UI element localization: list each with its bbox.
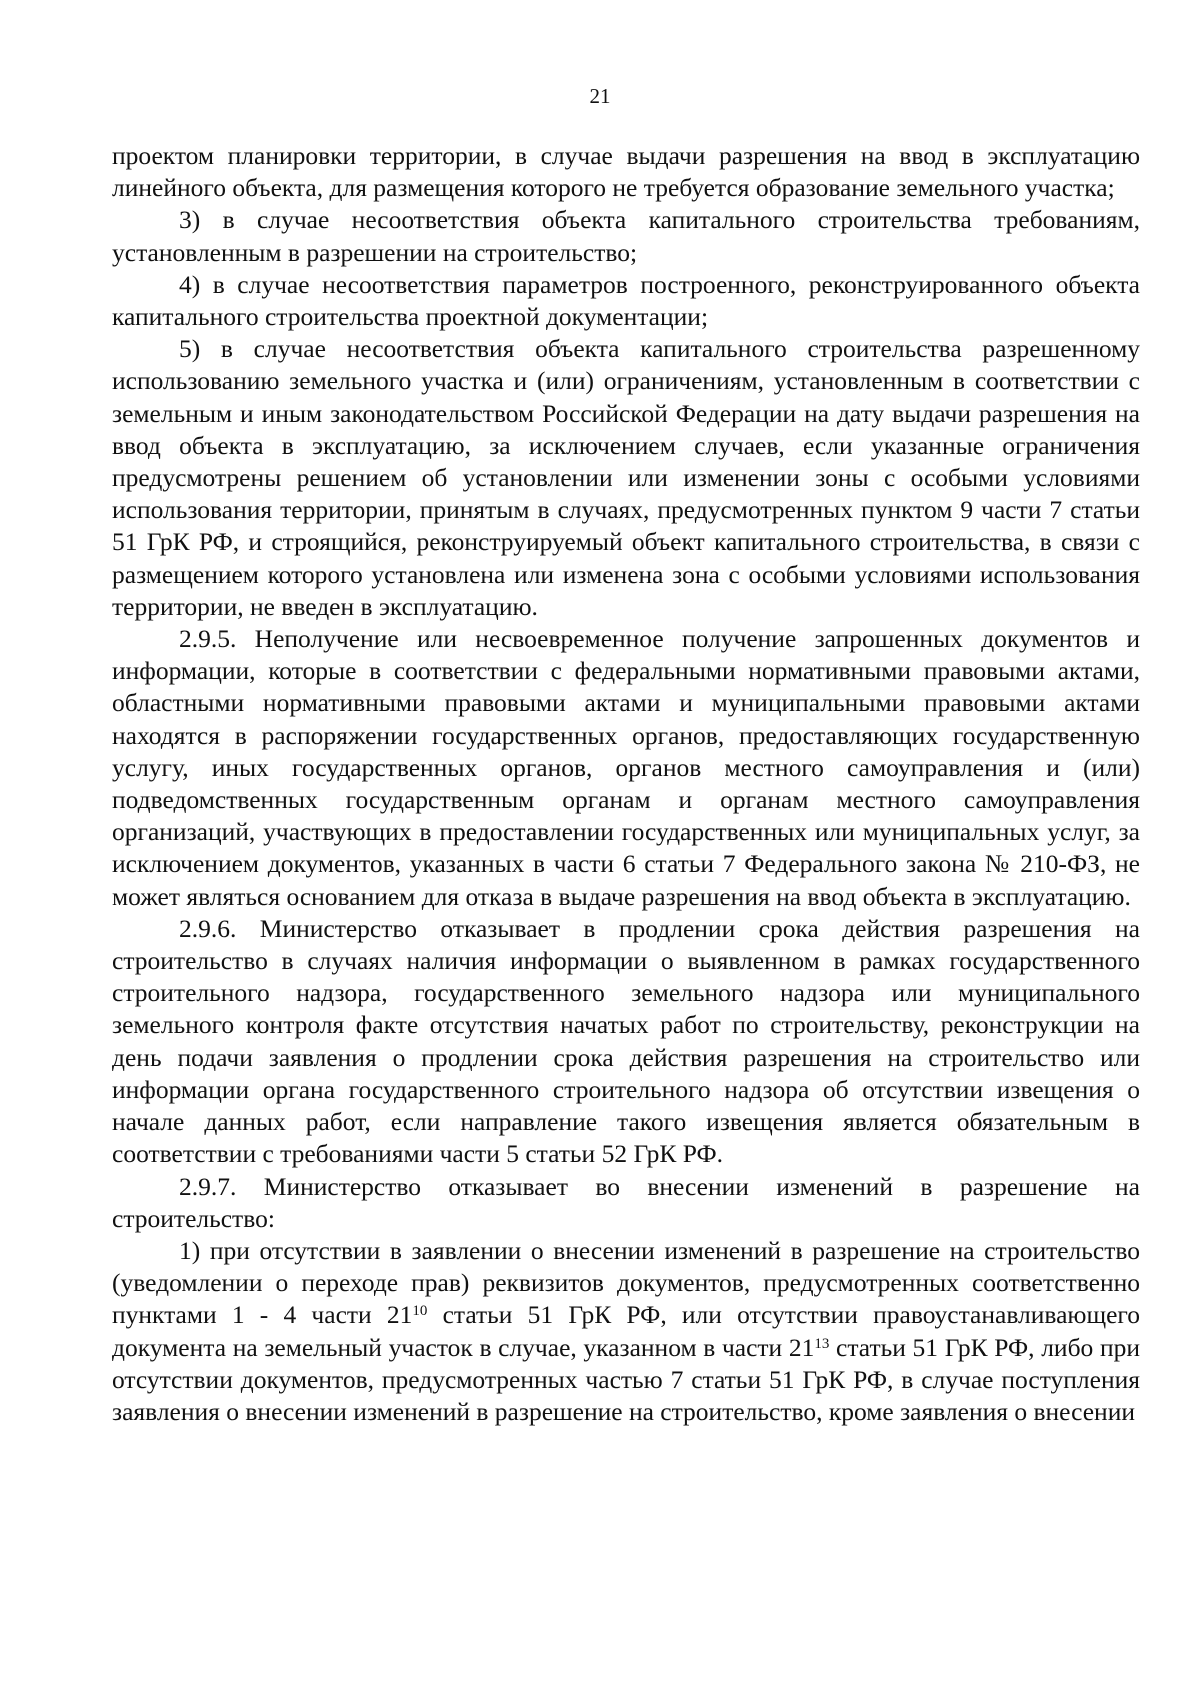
document-body <box>112 140 1140 1428</box>
text-run: 3) в случае несоответствия объекта капитального строительства требованиям, установленным в разрешении на строительство; <box>112 205 1140 267</box>
text-run: статьи 51 ГрК РФ, либо при отсутствии документов, предусмотренных частью 7 статьи 51 ГрК РФ, в случае поступления заявления о внесении изменений в разрешение на строительство, кроме заявления о внесении <box>112 1332 1141 1426</box>
text-run: проектом планировки территории, в случае выдачи разрешения на ввод в эксплуатацию линейного объекта, для размещения которого не требуется образование земельного участка; <box>112 141 1140 203</box>
page-number: 21 <box>589 84 611 108</box>
paragraph <box>112 913 1140 1171</box>
paragraph <box>112 1171 1140 1235</box>
text-run: статьи 51 ГрК РФ, или отсутствии правоустанавливающего документа на земельный участок в случае, указанном в части 21 <box>112 1300 1140 1362</box>
text-run: 5) в случае несоответствия объекта капитального строительства разрешенному использованию земельного участка и (или) ограничениям, установленным в соответствии с земельным и иным законодательством Российской Федерации на дату выдачи разрешения на ввод объекта в эксплуатацию, за исключением случаев, если указанные ограничения предусмотрены решением об установлении или изменении зоны с особыми условиями использования территории, принятым в случаях, предусмотренных пунктом 9 части 7 статьи 51 ГрК РФ, и строящийся, реконструируемый объект капитального строительства, в связи с размещением которого установлена или изменена зона с особыми условиями использования территории, не введен в эксплуатацию. <box>112 334 1140 621</box>
text-run: 2.9.5. Неполучение или несвоевременное получение запрошенных документов и информации, которые в соответствии с федеральными нормативными правовыми актами, областными нормативными правовыми актами и муниципальными правовыми актами находятся в распоряжении государственных органов, предоставляющих государственную услугу, иных государственных органов, органов местного самоуправления и (или) подведомственных государственным органам и органам местного самоуправления организаций, участвующих в предоставлении государственных или муниципальных услуг, за исключением документов, указанных в части 6 статьи 7 Федерального закона № 210-ФЗ, не может являться основанием для отказа в выдаче разрешения на ввод объекта в эксплуатацию. <box>112 624 1140 911</box>
superscript: 13 <box>814 1335 830 1352</box>
text-run: 1) при отсутствии в заявлении о внесении изменений в разрешение на строительство (уведомлении о переходе прав) реквизитов документов, предусмотренных соответственно пунктами 1 - 4 части 21 <box>112 1235 1140 1330</box>
text-run: 2.9.6. Министерство отказывает в продлении срока действия разрешения на строительство в случаях наличия информации о выявленном в рамках государственного строительного надзора, государственного земельного надзора или муниципального земельного контроля факте отсутствия начатых работ по строительству, реконструкции на день подачи заявления о продлении срока действия разрешения на строительство или информации органа государственного строительного надзора об отсутствии извещения о начале данных работ, если направление такого извещения является обязательным в соответствии с требованиями части 5 статьи 52 ГрК РФ. <box>112 913 1140 1169</box>
paragraph <box>112 1235 1140 1428</box>
superscript: 10 <box>412 1303 428 1320</box>
text-run: 4) в случае несоответствия параметров построенного, реконструированного объекта капитального строительства проектной документации; <box>112 269 1140 332</box>
paragraph <box>112 269 1140 333</box>
paragraph <box>112 333 1140 623</box>
text-run: 2.9.7. Министерство отказывает во внесении изменений в разрешение на строительство: <box>112 1171 1140 1233</box>
paragraph <box>112 623 1140 913</box>
paragraph <box>112 204 1140 268</box>
paragraph <box>112 140 1140 204</box>
